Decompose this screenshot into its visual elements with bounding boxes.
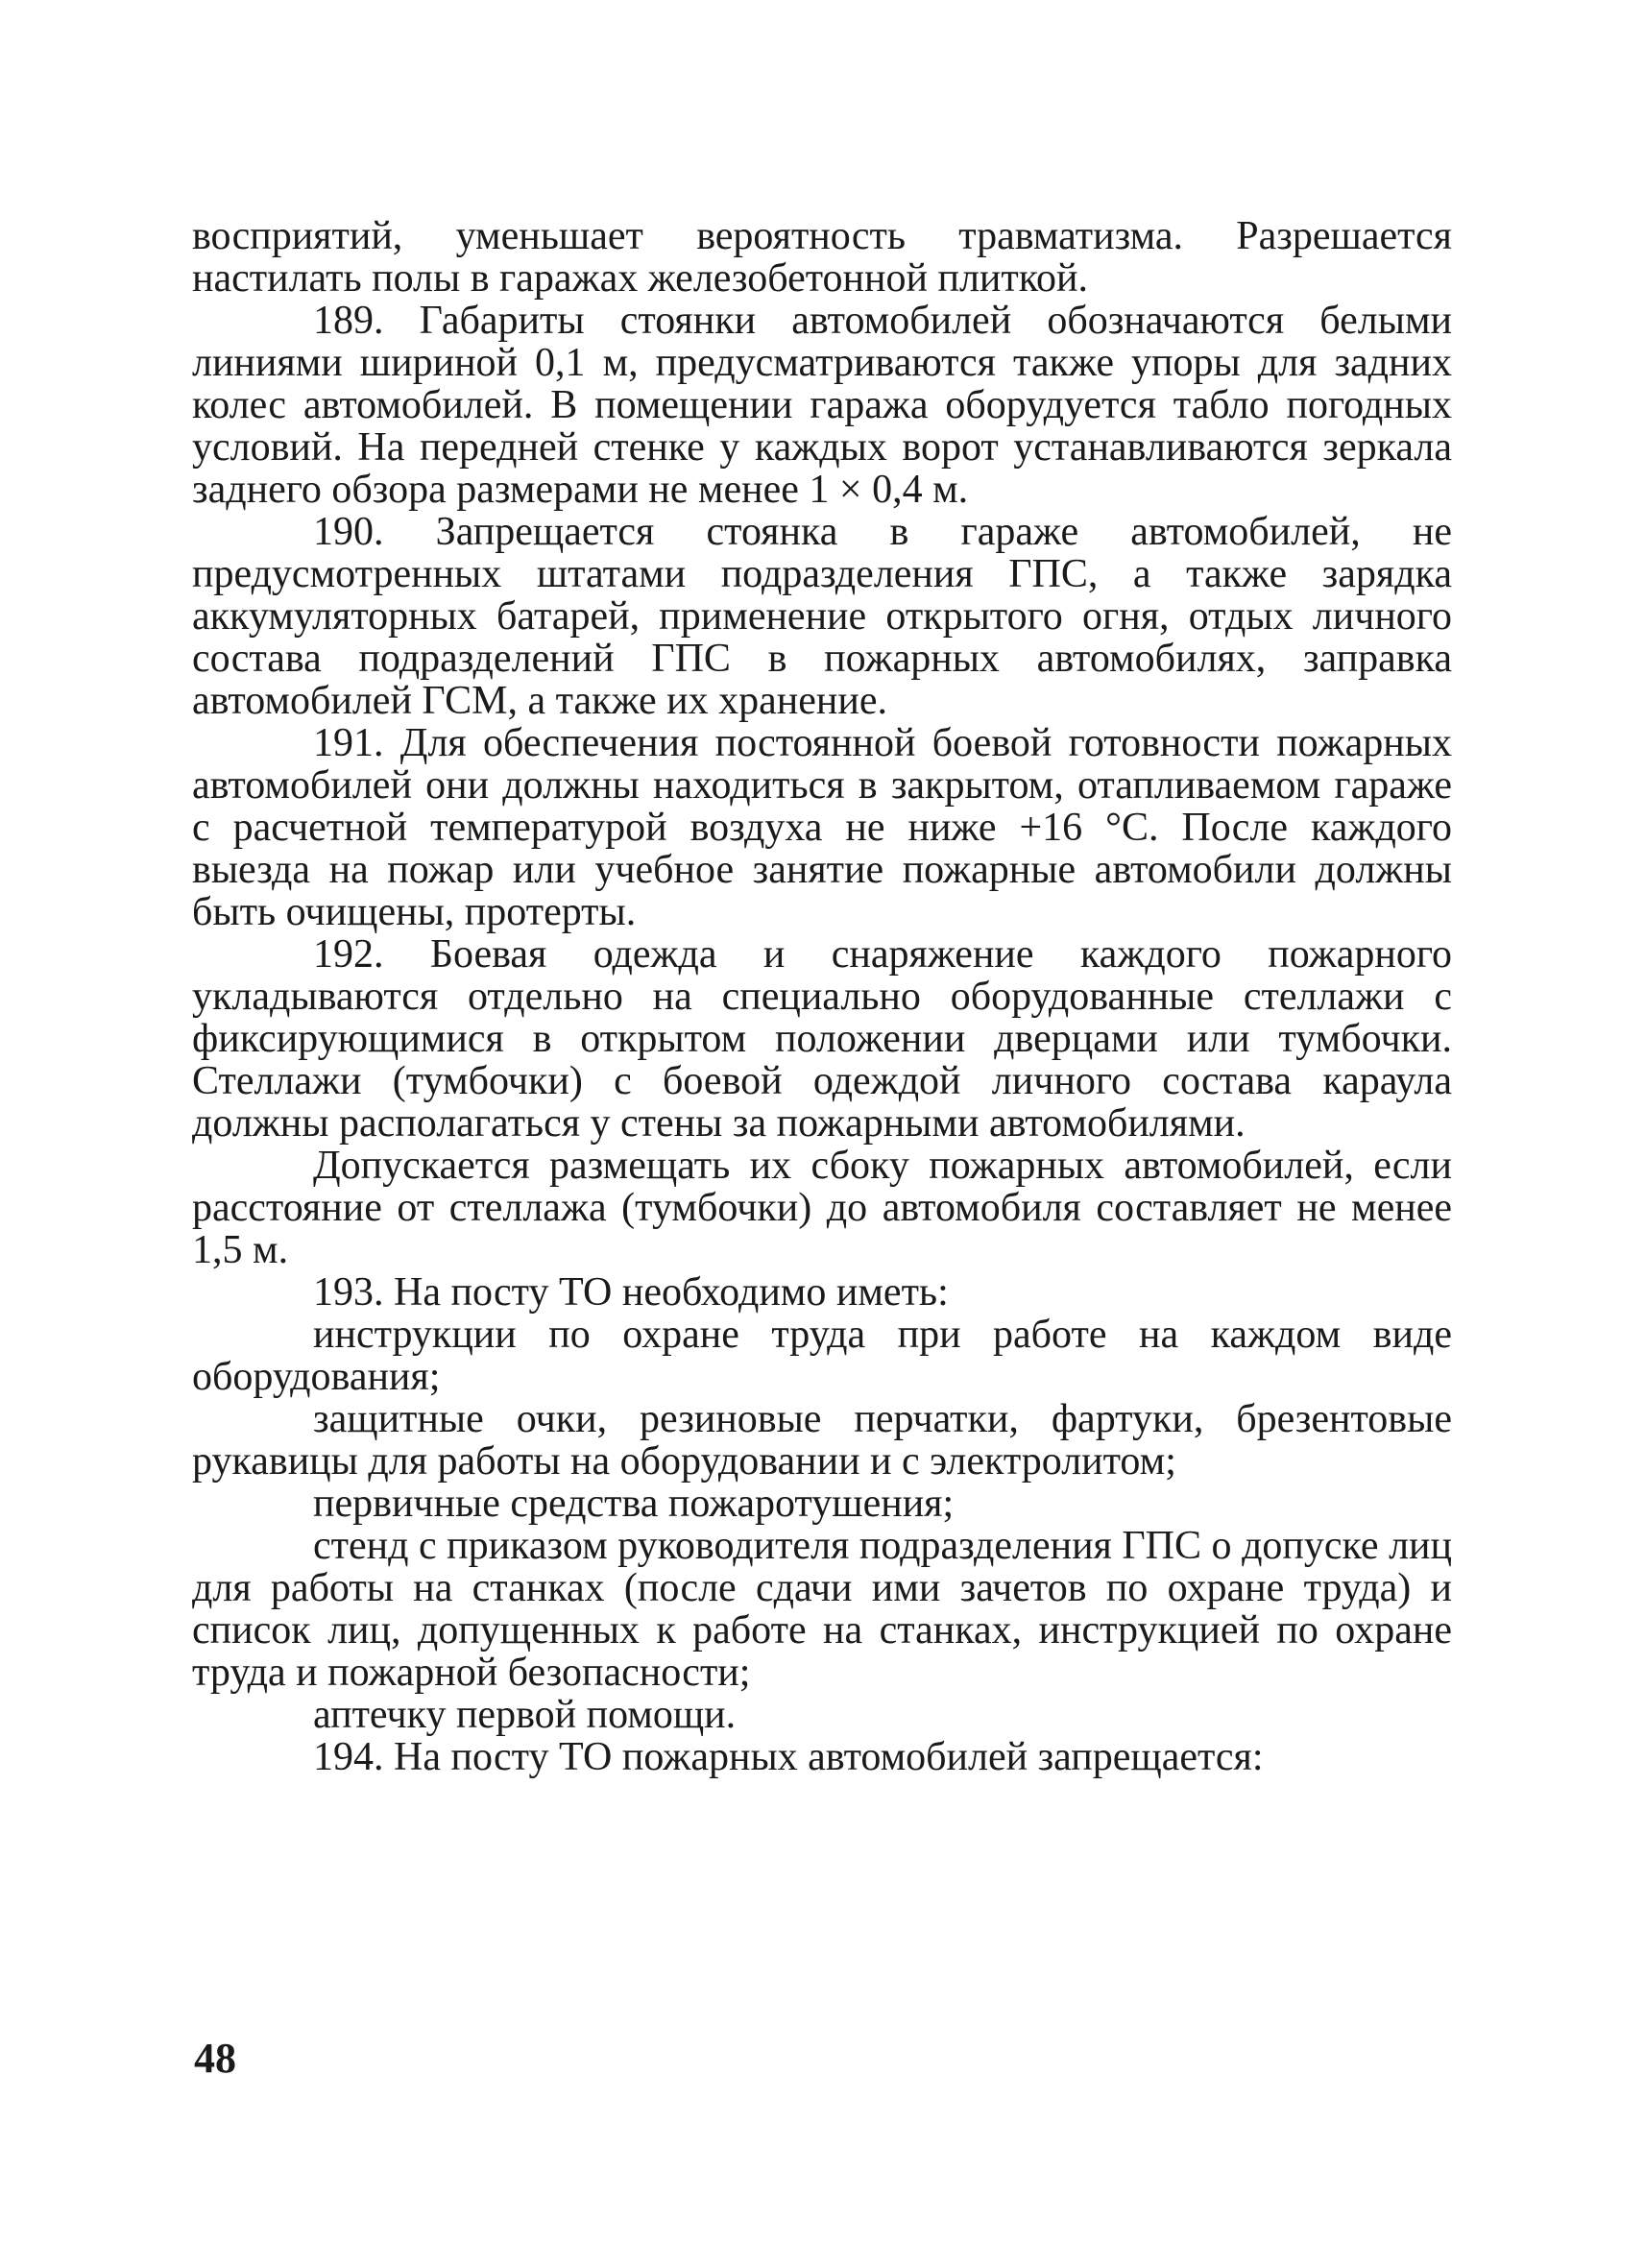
paragraph-189: 189. Габариты стоянки автомобилей обозначаются белыми линиями шириной 0,1 м, предусматриваются также упоры для задних колес автомобилей. В помещении гаража оборудуется табло погодных условий. На передней стенке у каждых ворот устанавливаются зеркала заднего обзора размерами не менее 1 × 0,4 м. bbox=[192, 299, 1452, 512]
list-item-first-aid: аптечку первой помощи. bbox=[313, 1693, 737, 1737]
paragraph-192: 192. Боевая одежда и снаряжение каждого пожарного укладываются отдельно на специально оборудованные стеллажи с фиксирующимися в открытом положении дверцами или тумбочки. Стеллажи (тумбочки) с боевой одеждой личного состава караула должны располагаться у стены за пожарными автомобилями. bbox=[192, 932, 1452, 1146]
paragraph-191: 191. Для обеспечения постоянной боевой готовности пожарных автомобилей они должны находиться в закрытом, отапливаемом гараже с расчетной температурой воздуха не ниже +16 °С. После каждого выезда на пожар или учебное занятие пожарные автомобили должны быть очищены, протерты. bbox=[192, 721, 1452, 934]
list-item-stand: стенд с приказом руководителя подразделения ГПС о допуске лиц для работы на станках (после сдачи ими зачетов по охране труда) и список лиц, допущенных к работе на станках, инструкцией по охране труда и пожарной безопасности; bbox=[192, 1524, 1452, 1695]
page-number: 48 bbox=[194, 2035, 236, 2082]
document-body bbox=[192, 215, 1452, 1778]
paragraph-continuation: восприятий, уменьшает вероятность травматизма. Разрешается настилать полы в гаражах железобетонной плиткой. bbox=[192, 214, 1452, 301]
list-item-instructions: инструкции по охране труда при работе на каждом виде оборудования; bbox=[192, 1313, 1452, 1399]
paragraph-192-note: Допускается размещать их сбоку пожарных автомобилей, если расстояние от стеллажа (тумбочки) до автомобиля составляет не менее 1,5 м. bbox=[192, 1144, 1452, 1272]
list-item-fire-extinguishing: первичные средства пожаротушения; bbox=[313, 1482, 955, 1526]
paragraph-193: 193. На посту ТО необходимо иметь: bbox=[313, 1270, 949, 1315]
list-item-protective-gear: защитные очки, резиновые перчатки, фартуки, брезентовые рукавицы для работы на оборудовании и с электролитом; bbox=[192, 1397, 1452, 1484]
paragraph-190: 190. Запрещается стоянка в гараже автомобилей, не предусмотренных штатами подразделения ГПС, а также зарядка аккумуляторных батарей, применение открытого огня, отдых личного состава подразделений ГПС в пожарных автомобилях, заправка автомобилей ГСМ, а также их хранение. bbox=[192, 510, 1452, 723]
paragraph-194: 194. На посту ТО пожарных автомобилей запрещается: bbox=[313, 1735, 1264, 1779]
